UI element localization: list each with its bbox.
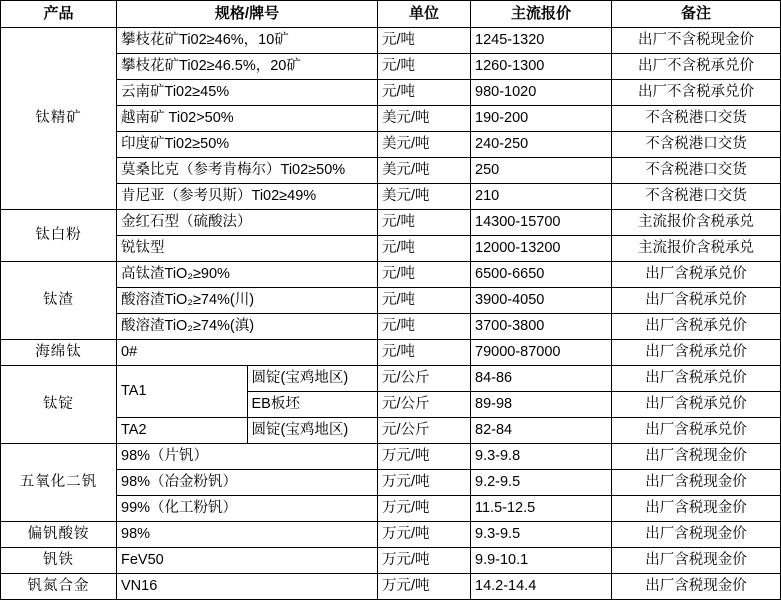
unit-cell: 万元/吨 xyxy=(378,522,471,548)
spec-cell: 酸溶渣TiO₂≥74%(滇) xyxy=(117,314,378,340)
unit-cell: 万元/吨 xyxy=(378,496,471,522)
table-row xyxy=(1,496,781,522)
price-cell: 12000-13200 xyxy=(471,236,612,262)
unit-cell: 美元/吨 xyxy=(378,184,471,210)
price-cell: 3700-3800 xyxy=(471,314,612,340)
spec-cell: 98%（片钒） xyxy=(117,444,378,470)
unit-cell: 美元/吨 xyxy=(378,132,471,158)
price-cell: 9.3-9.5 xyxy=(471,522,612,548)
spec-cell: 肯尼亚（参考贝斯）Ti02≥49% xyxy=(117,184,378,210)
note-cell: 出厂含税现金价 xyxy=(612,444,781,470)
spec-cell: 锐钛型 xyxy=(117,236,378,262)
table-row xyxy=(1,184,781,210)
price-cell: 14.2-14.4 xyxy=(471,574,612,600)
unit-cell: 元/吨 xyxy=(378,288,471,314)
table-row xyxy=(1,132,781,158)
unit-cell: 元/公斤 xyxy=(378,418,471,444)
note-cell: 出厂不含税现金价 xyxy=(612,28,781,54)
note-cell: 出厂含税承兑价 xyxy=(612,366,781,392)
product-name-cell: 钛渣 xyxy=(1,262,117,340)
price-cell: 980-1020 xyxy=(471,80,612,106)
note-cell: 不含税港口交货 xyxy=(612,158,781,184)
price-cell: 9.9-10.1 xyxy=(471,548,612,574)
unit-cell: 元/吨 xyxy=(378,262,471,288)
product-name-cell: 钒铁 xyxy=(1,548,117,574)
table-row xyxy=(1,444,781,470)
product-name-cell: 钛精矿 xyxy=(1,28,117,210)
header-spec: 规格/牌号 xyxy=(117,1,378,28)
product-name-cell: 海绵钛 xyxy=(1,340,117,366)
unit-cell: 元/吨 xyxy=(378,236,471,262)
spec-cell: 印度矿Ti02≥50% xyxy=(117,132,378,158)
note-cell: 出厂含税承兑价 xyxy=(612,288,781,314)
spec-cell: 0# xyxy=(117,340,378,366)
table-row xyxy=(1,80,781,106)
grade-cell: TA1 xyxy=(117,366,248,418)
price-cell: 1260-1300 xyxy=(471,54,612,80)
note-cell: 出厂含税承兑价 xyxy=(612,314,781,340)
spec-cell: 越南矿 Ti02>50% xyxy=(117,106,378,132)
table-row xyxy=(1,210,781,236)
header-product: 产品 xyxy=(1,1,117,28)
price-cell: 6500-6650 xyxy=(471,262,612,288)
note-cell: 不含税港口交货 xyxy=(612,184,781,210)
spec-cell: 金红石型（硫酸法） xyxy=(117,210,378,236)
unit-cell: 元/吨 xyxy=(378,314,471,340)
unit-cell: 美元/吨 xyxy=(378,106,471,132)
price-cell: 3900-4050 xyxy=(471,288,612,314)
product-name-cell: 五氧化二钒 xyxy=(1,444,117,522)
table-row xyxy=(1,340,781,366)
price-cell: 84-86 xyxy=(471,366,612,392)
table-row xyxy=(1,470,781,496)
table-row xyxy=(1,314,781,340)
table-row xyxy=(1,262,781,288)
table-row xyxy=(1,366,781,392)
price-cell: 89-98 xyxy=(471,392,612,418)
unit-cell: 美元/吨 xyxy=(378,158,471,184)
note-cell: 主流报价含税承兑 xyxy=(612,236,781,262)
unit-cell: 元/吨 xyxy=(378,80,471,106)
price-cell: 9.3-9.8 xyxy=(471,444,612,470)
note-cell: 出厂含税现金价 xyxy=(612,548,781,574)
table-row xyxy=(1,158,781,184)
note-cell: 出厂含税现金价 xyxy=(612,496,781,522)
note-cell: 出厂含税承兑价 xyxy=(612,340,781,366)
unit-cell: 元/公斤 xyxy=(378,392,471,418)
spec-cell: 圆锭(宝鸡地区) xyxy=(247,418,378,444)
note-cell: 出厂含税承兑价 xyxy=(612,262,781,288)
note-cell: 不含税港口交货 xyxy=(612,132,781,158)
price-cell: 250 xyxy=(471,158,612,184)
grade-cell: TA2 xyxy=(117,418,248,444)
unit-cell: 元/吨 xyxy=(378,340,471,366)
table-row xyxy=(1,54,781,80)
unit-cell: 元/吨 xyxy=(378,28,471,54)
price-cell: 11.5-12.5 xyxy=(471,496,612,522)
spec-cell: 云南矿Ti02≥45% xyxy=(117,80,378,106)
unit-cell: 万元/吨 xyxy=(378,548,471,574)
spec-cell: 莫桑比克（参考肯梅尔）Ti02≥50% xyxy=(117,158,378,184)
header-note: 备注 xyxy=(612,1,781,28)
unit-cell: 元/吨 xyxy=(378,54,471,80)
spec-cell: FeV50 xyxy=(117,548,378,574)
note-cell: 主流报价含税承兑 xyxy=(612,210,781,236)
product-name-cell: 钛白粉 xyxy=(1,210,117,262)
price-cell: 9.2-9.5 xyxy=(471,470,612,496)
spec-cell: 98% xyxy=(117,522,378,548)
spec-cell: EB板坯 xyxy=(247,392,378,418)
unit-cell: 万元/吨 xyxy=(378,444,471,470)
spec-cell: 高钛渣TiO₂≥90% xyxy=(117,262,378,288)
price-cell: 14300-15700 xyxy=(471,210,612,236)
spec-cell: 酸溶渣TiO₂≥74%(川) xyxy=(117,288,378,314)
note-cell: 出厂不含税承兑价 xyxy=(612,54,781,80)
table-row xyxy=(1,28,781,54)
unit-cell: 万元/吨 xyxy=(378,470,471,496)
unit-cell: 元/公斤 xyxy=(378,366,471,392)
spec-cell: VN16 xyxy=(117,574,378,600)
header-price: 主流报价 xyxy=(471,1,612,28)
spec-cell: 攀枝花矿Ti02≥46%，10矿 xyxy=(117,28,378,54)
price-cell: 240-250 xyxy=(471,132,612,158)
table-header-row xyxy=(1,1,781,28)
unit-cell: 元/吨 xyxy=(378,210,471,236)
spec-cell: 99%（化工粉钒） xyxy=(117,496,378,522)
note-cell: 出厂不含税承兑价 xyxy=(612,80,781,106)
unit-cell: 万元/吨 xyxy=(378,574,471,600)
note-cell: 出厂含税承兑价 xyxy=(612,418,781,444)
note-cell: 出厂含税现金价 xyxy=(612,522,781,548)
table-row xyxy=(1,548,781,574)
note-cell: 出厂含税现金价 xyxy=(612,470,781,496)
note-cell: 出厂含税现金价 xyxy=(612,574,781,600)
table-row xyxy=(1,522,781,548)
table-row xyxy=(1,574,781,600)
product-name-cell: 偏钒酸铵 xyxy=(1,522,117,548)
note-cell: 出厂含税承兑价 xyxy=(612,392,781,418)
price-cell: 1245-1320 xyxy=(471,28,612,54)
price-cell: 190-200 xyxy=(471,106,612,132)
table-row xyxy=(1,288,781,314)
spec-cell: 98%（冶金粉钒） xyxy=(117,470,378,496)
table-row xyxy=(1,106,781,132)
price-cell: 82-84 xyxy=(471,418,612,444)
note-cell: 不含税港口交货 xyxy=(612,106,781,132)
table-row xyxy=(1,236,781,262)
product-name-cell: 钒氮合金 xyxy=(1,574,117,600)
spec-cell: 圆锭(宝鸡地区) xyxy=(247,366,378,392)
price-cell: 210 xyxy=(471,184,612,210)
header-unit: 单位 xyxy=(378,1,471,28)
price-cell: 79000-87000 xyxy=(471,340,612,366)
product-name-cell: 钛锭 xyxy=(1,366,117,444)
spec-cell: 攀枝花矿Ti02≥46.5%，20矿 xyxy=(117,54,378,80)
table-row xyxy=(1,418,781,444)
